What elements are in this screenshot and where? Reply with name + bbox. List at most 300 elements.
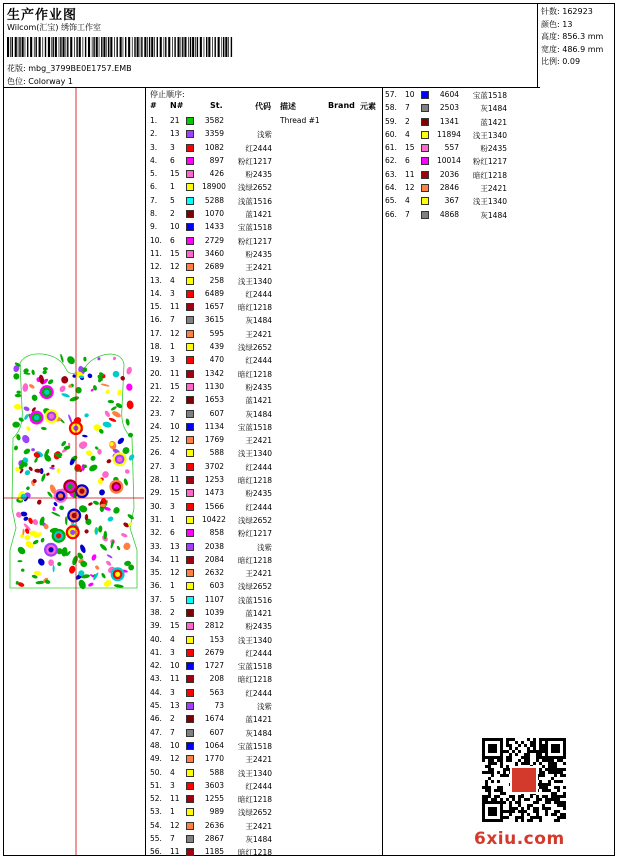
- barcode-bar: [48, 37, 50, 57]
- qr-module: [560, 738, 563, 741]
- needle-number: 3: [170, 501, 175, 511]
- motif-flower: [44, 390, 49, 395]
- motif-stitch: [97, 449, 101, 455]
- needle-number: 10: [170, 661, 180, 671]
- qr-module: [482, 753, 485, 756]
- qr-module: [557, 786, 560, 789]
- qr-module: [551, 744, 554, 747]
- needle-number: 6: [405, 156, 410, 166]
- motif-stitch: [101, 383, 110, 387]
- col-brand: Brand: [328, 101, 355, 110]
- qr-module: [554, 786, 557, 789]
- stitch-count: 563: [209, 687, 224, 697]
- qr-module: [557, 798, 560, 801]
- qr-module: [485, 795, 488, 798]
- qr-module: [500, 786, 503, 789]
- qr-module: [563, 786, 566, 789]
- qr-module: [527, 798, 530, 801]
- color-swatch: [186, 715, 194, 723]
- motif-stitch: [47, 378, 54, 385]
- qr-module: [539, 741, 542, 744]
- qr-module: [551, 813, 554, 816]
- qr-module: [494, 789, 497, 792]
- qr-module: [542, 759, 545, 762]
- qr-module: [560, 756, 563, 759]
- needle-number: 12: [405, 183, 415, 193]
- qr-module: [515, 807, 518, 810]
- qr-module: [482, 738, 485, 741]
- stop-number: 3.: [150, 142, 158, 152]
- stop-row: [150, 155, 382, 168]
- motif-stitch: [117, 437, 126, 446]
- qr-module: [533, 807, 536, 810]
- color-swatch: [421, 131, 429, 139]
- qr-module: [500, 798, 503, 801]
- stop-number: 22.: [150, 395, 162, 405]
- page-title: 生产作业图: [7, 8, 78, 23]
- color-swatch: [186, 795, 194, 803]
- motif-stitch: [57, 562, 62, 567]
- needle-number: 6: [170, 155, 175, 165]
- stitch-count: 11894: [437, 129, 461, 139]
- motif-stitch: [17, 560, 22, 562]
- stop-number: 34.: [150, 554, 162, 564]
- qr-module: [491, 813, 494, 816]
- stop-row: [150, 142, 382, 155]
- stop-row: [150, 275, 382, 288]
- barcode-bar: [60, 37, 61, 57]
- barcode-bar: [92, 37, 93, 57]
- stitch-count: 1039: [204, 607, 224, 617]
- needle-number: 1: [170, 807, 175, 817]
- qr-module: [530, 819, 533, 822]
- barcode-bar: [123, 37, 124, 57]
- stop-row: [150, 354, 382, 367]
- thread-code: 浅王1340: [472, 197, 507, 207]
- qr-module: [545, 795, 548, 798]
- barcode-bar: [195, 37, 196, 57]
- motif-stitch: [42, 369, 48, 374]
- motif-stitch: [88, 582, 95, 588]
- color-swatch: [421, 171, 429, 179]
- qr-module: [488, 777, 491, 780]
- motif-stitch: [97, 357, 100, 361]
- motif-stitch: [48, 559, 54, 566]
- stitch-count: 2679: [204, 647, 224, 657]
- stop-row: [150, 461, 382, 474]
- needle-number: 15: [405, 143, 415, 153]
- qr-module: [527, 747, 530, 750]
- qr-module: [512, 750, 515, 753]
- qr-module: [536, 813, 539, 816]
- thread-code: 浅王1340: [472, 130, 507, 140]
- needle-number: 12: [170, 328, 180, 338]
- qr-module: [548, 762, 551, 765]
- barcode-bar: [168, 37, 170, 57]
- barcode-bar: [74, 37, 75, 57]
- stop-number: 41.: [150, 647, 162, 657]
- qr-module: [530, 795, 533, 798]
- motif-stitch: [112, 506, 121, 515]
- col-element: 元素: [360, 102, 376, 111]
- color-swatch: [186, 130, 194, 138]
- thread-code: 红2444: [245, 143, 272, 153]
- qr-module: [545, 807, 548, 810]
- stitch-count: 439: [209, 342, 224, 352]
- thread-code: 浅绿2652: [237, 515, 272, 525]
- thread-code: 浅王1340: [237, 635, 272, 645]
- color-swatch: [421, 211, 429, 219]
- motif-stitch: [126, 400, 134, 410]
- qr-module: [539, 747, 542, 750]
- barcode-bar: [182, 37, 183, 57]
- stitch-count: 3359: [204, 129, 224, 139]
- stitch-count: 1653: [204, 395, 224, 405]
- qr-module: [545, 810, 548, 813]
- qr-module: [563, 747, 566, 750]
- qr-module: [548, 807, 551, 810]
- motif-stitch: [25, 425, 31, 431]
- qr-module: [515, 741, 518, 744]
- qr-module: [482, 759, 485, 762]
- motif-stitch: [98, 525, 102, 532]
- barcode-bar: [51, 37, 52, 57]
- stop-list-col2: [385, 89, 535, 222]
- needle-number: 12: [170, 820, 180, 830]
- qr-module: [545, 750, 548, 753]
- stop-row: [385, 169, 535, 182]
- stop-row: [150, 221, 382, 234]
- qr-module: [548, 768, 551, 771]
- motif-stitch: [106, 554, 113, 559]
- qr-module: [500, 807, 503, 810]
- stitch-count: 2812: [204, 621, 224, 631]
- qr-module: [539, 780, 542, 783]
- barcode-bar: [7, 37, 9, 57]
- barcode-bar: [200, 37, 202, 57]
- needle-number: 2: [170, 607, 175, 617]
- qr-module: [536, 807, 539, 810]
- thread-code: 灰1484: [245, 835, 272, 845]
- qr-module: [527, 750, 530, 753]
- motif-stitch: [84, 529, 89, 534]
- qr-module: [545, 756, 548, 759]
- qr-module: [512, 738, 515, 741]
- needle-number: 12: [170, 754, 180, 764]
- stitch-count: 5288: [204, 195, 224, 205]
- stop-row: [150, 687, 382, 700]
- qr-module: [503, 810, 506, 813]
- qr-module: [500, 765, 503, 768]
- color-swatch: [186, 263, 194, 271]
- stop-row: [150, 301, 382, 314]
- qr-module: [551, 747, 554, 750]
- qr-module: [482, 807, 485, 810]
- qr-module: [533, 738, 536, 741]
- barcode-bar: [154, 37, 155, 57]
- barcode-bar: [66, 37, 67, 57]
- barcode-bar: [149, 37, 150, 57]
- motif-stitch: [128, 433, 133, 438]
- needle-number: 13: [170, 129, 180, 139]
- stitch-count: 470: [209, 355, 224, 365]
- stitch-count: 2036: [439, 169, 459, 179]
- qr-module: [539, 738, 542, 741]
- thread-code: 暗红1218: [237, 675, 272, 685]
- qr-module: [551, 768, 554, 771]
- barcode-bar: [174, 37, 175, 57]
- qr-module: [491, 738, 494, 741]
- needle-number: 4: [170, 634, 175, 644]
- qr-logo-badge: [511, 767, 537, 793]
- needle-number: 1: [170, 581, 175, 591]
- stitch-count: 607: [209, 727, 224, 737]
- color-swatch: [186, 529, 194, 537]
- color-swatch: [186, 782, 194, 790]
- stitch-count: 607: [209, 408, 224, 418]
- preview-divider: [145, 87, 146, 856]
- color-swatch: [186, 449, 194, 457]
- motif-flower: [34, 415, 39, 420]
- stop-number: 46.: [150, 714, 162, 724]
- stitch-count: 557: [444, 143, 459, 153]
- stop-number: 20.: [150, 368, 162, 378]
- motif-stitch: [37, 557, 46, 567]
- qr-module: [482, 819, 485, 822]
- needle-number: 10: [170, 740, 180, 750]
- needle-number: 3: [170, 687, 175, 697]
- stop-number: 35.: [150, 568, 162, 578]
- qr-module: [539, 786, 542, 789]
- qr-module: [542, 750, 545, 753]
- qr-module: [488, 747, 491, 750]
- qr-module: [503, 771, 506, 774]
- thread-code: 宝蓝1518: [472, 91, 507, 100]
- qr-module: [551, 771, 554, 774]
- qr-module: [551, 765, 554, 768]
- stop-row: [150, 487, 382, 500]
- motif-stitch: [126, 366, 133, 375]
- thread-code: 暗红1218: [472, 170, 507, 180]
- qr-module: [497, 789, 500, 792]
- color-swatch: [421, 91, 429, 99]
- qr-module: [509, 795, 512, 798]
- col-num: #: [150, 101, 157, 110]
- qr-module: [497, 738, 500, 741]
- stop-number: 27.: [150, 461, 162, 471]
- stop-row: [385, 195, 535, 208]
- color-swatch: [186, 729, 194, 737]
- stop-number: 5.: [150, 169, 158, 179]
- colorway-label: 色位:: [7, 77, 26, 86]
- thread-code: 暗红1218: [237, 476, 272, 486]
- thread-code: 暗红1218: [237, 303, 272, 313]
- needle-number: 3: [170, 142, 175, 152]
- qr-module: [527, 819, 530, 822]
- barcode-bar: [120, 37, 122, 57]
- col-code: 代码: [255, 102, 271, 111]
- qr-module: [536, 759, 539, 762]
- color-swatch: [186, 237, 194, 245]
- stitch-count: 1770: [204, 754, 224, 764]
- stop-number: 39.: [150, 621, 162, 631]
- thread-code: 粉红1217: [472, 157, 507, 167]
- qr-module: [533, 816, 536, 819]
- qr-module: [491, 771, 494, 774]
- qr-module: [488, 819, 491, 822]
- stop-number: 43.: [150, 674, 162, 684]
- qr-module: [539, 771, 542, 774]
- qr-module: [497, 801, 500, 804]
- color-swatch: [186, 303, 194, 311]
- thread-code: 红2444: [245, 648, 272, 658]
- qr-module: [488, 795, 491, 798]
- stitch-count: 3582: [204, 116, 224, 125]
- qr-module: [548, 801, 551, 804]
- barcode-bar: [10, 37, 11, 57]
- color-swatch: [186, 423, 194, 431]
- motif-stitch: [61, 392, 70, 398]
- stop-row: [150, 381, 382, 394]
- qr-module: [497, 819, 500, 822]
- motif-stitch: [108, 417, 116, 423]
- barcode-bar: [106, 37, 107, 57]
- needle-number: 13: [170, 701, 180, 711]
- qr-module: [491, 798, 494, 801]
- qr-module: [548, 738, 551, 741]
- qr-module: [536, 756, 539, 759]
- color-swatch: [186, 117, 194, 125]
- motif-stitch: [31, 369, 35, 375]
- motif-stitch: [28, 383, 35, 389]
- stop-row: [150, 846, 382, 859]
- company-name: Wilcom(汇宝) 绣饰工作室: [7, 23, 102, 32]
- motif-stitch: [114, 584, 124, 588]
- motif-stitch: [123, 478, 129, 486]
- motif-stitch: [51, 511, 61, 517]
- color-swatch: [186, 476, 194, 484]
- qr-module: [485, 801, 488, 804]
- barcode-bar: [223, 37, 224, 57]
- qr-module: [557, 816, 560, 819]
- qr-module: [509, 747, 512, 750]
- qr-module: [527, 813, 530, 816]
- needle-number: 10: [405, 90, 415, 99]
- qr-module: [551, 759, 554, 762]
- thread-code: 浅蓝1516: [237, 595, 272, 605]
- qr-module: [563, 774, 566, 777]
- barcode-bar: [19, 37, 20, 57]
- qr-module: [500, 756, 503, 759]
- stop-number: 13.: [150, 275, 162, 285]
- qr-module: [494, 762, 497, 765]
- qr-module: [563, 738, 566, 741]
- color-swatch: [186, 144, 194, 152]
- qr-module: [509, 759, 512, 762]
- thread-code: 灰1484: [245, 728, 272, 738]
- watermark-logo: 6xiu.com: [474, 829, 565, 849]
- qr-module: [557, 771, 560, 774]
- qr-module: [563, 750, 566, 753]
- barcode-bar: [85, 37, 86, 57]
- needle-number: 2: [405, 116, 410, 126]
- qr-module: [545, 744, 548, 747]
- motif-stitch: [77, 579, 87, 591]
- stop-row: [385, 209, 535, 222]
- qr-module: [482, 795, 485, 798]
- stitch-count: 73: [214, 701, 224, 711]
- color-swatch: [186, 755, 194, 763]
- needle-number: 2: [170, 209, 175, 219]
- color-swatch: [186, 596, 194, 604]
- stop-row: [150, 727, 382, 740]
- thread-code: 粉2435: [245, 170, 272, 180]
- color-swatch: [186, 662, 194, 670]
- qr-module: [548, 780, 551, 783]
- qr-module: [533, 810, 536, 813]
- motif-stitch: [127, 513, 135, 520]
- stop-row: [150, 421, 382, 434]
- barcode-bar: [204, 37, 205, 57]
- qr-module: [518, 750, 521, 753]
- stitch-count: 1727: [204, 661, 224, 671]
- qr-module: [515, 753, 518, 756]
- qr-module: [527, 762, 530, 765]
- stitch-count: 989: [209, 807, 224, 817]
- motif-flower: [49, 414, 54, 419]
- motif-stitch: [12, 422, 20, 428]
- qr-module: [515, 819, 518, 822]
- color-swatch: [421, 144, 429, 152]
- barcode-bar: [160, 37, 162, 57]
- qr-module: [554, 744, 557, 747]
- thread-description: Thread #1: [280, 116, 320, 125]
- motif-stitch: [120, 375, 126, 381]
- barcode-bar: [178, 37, 180, 57]
- qr-module: [560, 780, 563, 783]
- qr-code: [482, 738, 566, 822]
- color-swatch: [186, 689, 194, 697]
- stop-number: 42.: [150, 661, 162, 671]
- thread-code: 王2421: [245, 755, 272, 765]
- qr-module: [557, 801, 560, 804]
- stop-row: [385, 142, 535, 155]
- stop-row: [150, 780, 382, 793]
- qr-module: [488, 810, 491, 813]
- motif-stitch: [88, 463, 99, 472]
- stop-row: [150, 833, 382, 846]
- thread-code: 红2444: [245, 688, 272, 698]
- qr-module: [545, 801, 548, 804]
- qr-module: [503, 816, 506, 819]
- motif-stitch: [104, 410, 111, 418]
- color-swatch: [186, 769, 194, 777]
- thread-code: 灰1484: [245, 316, 272, 326]
- qr-module: [500, 801, 503, 804]
- qr-module: [554, 768, 557, 771]
- needle-number: 4: [405, 129, 410, 139]
- barcode-bar: [128, 37, 130, 57]
- stop-number: 9.: [150, 222, 158, 232]
- qr-module: [548, 756, 551, 759]
- qr-module: [554, 756, 557, 759]
- qr-module: [521, 762, 524, 765]
- stat-height: 高度: 856.3 mm: [541, 32, 604, 41]
- qr-module: [485, 771, 488, 774]
- needle-number: 12: [170, 262, 180, 272]
- needle-number: 10: [170, 421, 180, 431]
- color-swatch: [421, 184, 429, 192]
